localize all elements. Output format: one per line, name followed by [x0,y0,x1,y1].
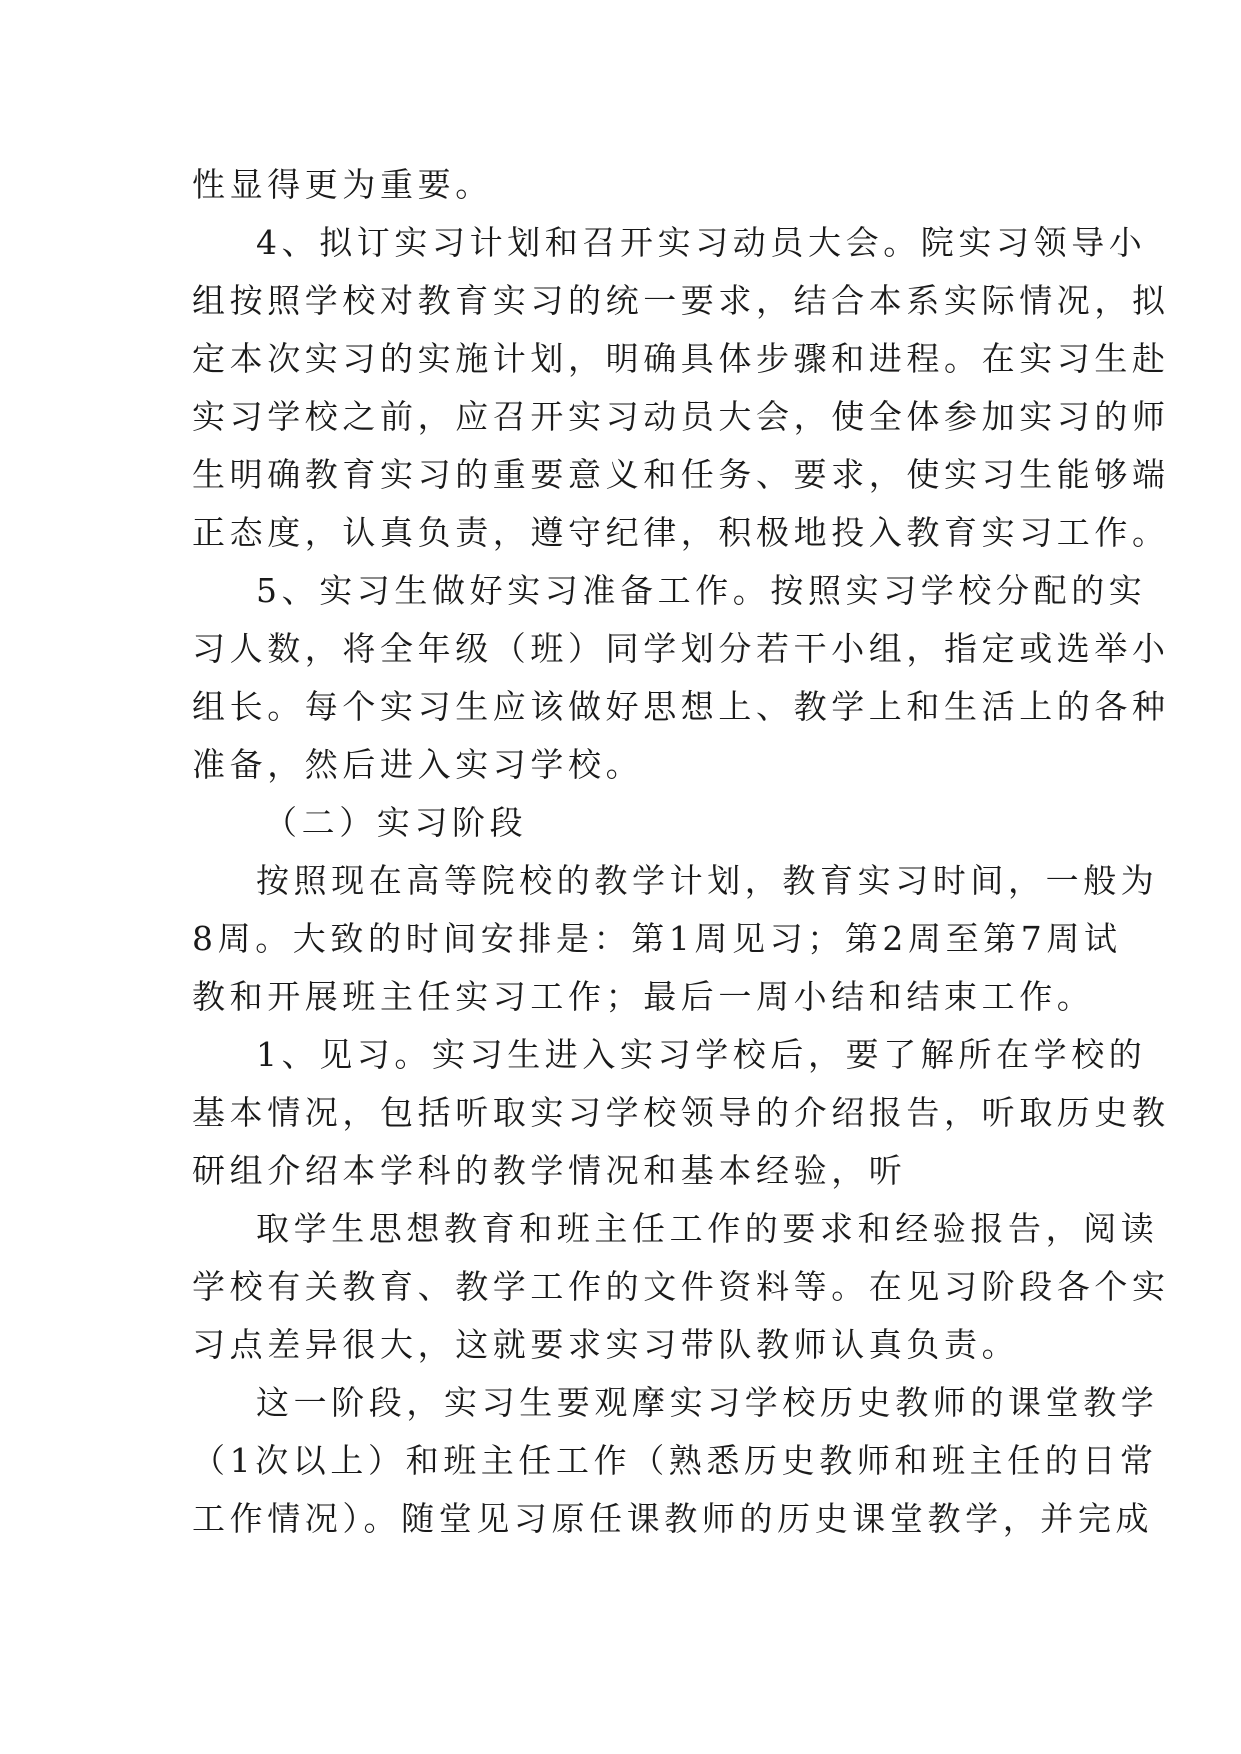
text-line: 研组介绍本学科的教学情况和基本经验，听 [192,1151,907,1190]
text-line: 取学生思想教育和班主任工作的要求和经验报告，阅读 [256,1209,1159,1248]
text-line: （1次以上）和班主任工作（熟悉历史教师和班主任的日常 [192,1441,1158,1480]
text-line: 组长。每个实习生应该做好思想上、教学上和生活上的各种 [192,687,1170,726]
text-line: 实习学校之前，应召开实习动员大会，使全体参加实习的师 [192,397,1170,436]
text-line: 性显得更为重要。 [192,165,493,204]
text-line: 按照现在高等院校的教学计划，教育实习时间，一般为 [256,861,1159,900]
text-line: 基本情况，包括听取实习学校领导的介绍报告，听取历史教 [192,1093,1170,1132]
text-line: 习人数，将全年级（班）同学划分若干小组，指定或选举小 [192,629,1170,668]
text-line: 5、实习生做好实习准备工作。按照实习学校分配的实 [256,571,1147,610]
text-line: 组按照学校对教育实习的统一要求，结合本系实际情况，拟 [192,281,1170,320]
text-line: 准备，然后进入实习学校。 [192,745,644,784]
text-line: 教和开展班主任实习工作；最后一周小结和结束工作。 [192,977,1095,1016]
text-line: 学校有关教育、教学工作的文件资料等。在见习阶段各个实 [192,1267,1170,1306]
text-line: 定本次实习的实施计划，明确具体步骤和进程。在实习生赴 [192,339,1170,378]
text-line: 正态度，认真负责，遵守纪律，积极地投入教育实习工作。 [192,513,1170,552]
text-line: 这一阶段，实习生要观摩实习学校历史教师的课堂教学 [256,1383,1159,1422]
text-line: 生明确教育实习的重要意义和任务、要求，使实习生能够端 [192,455,1170,494]
section-heading: （二）实习阶段 [264,803,528,842]
text-line: 4、拟订实习计划和召开实习动员大会。院实习领导小 [256,223,1147,262]
text-line: 1、见习。实习生进入实习学校后，要了解所在学校的 [256,1035,1147,1074]
text-line: 习点差异很大，这就要求实习带队教师认真负责。 [192,1325,1020,1364]
text-line: 8周。大致的时间安排是：第1周见习；第2周至第7周试 [192,919,1122,958]
text-line: 工作情况）。随堂见习原任课教师的历史课堂教学，并完成 [192,1499,1154,1538]
